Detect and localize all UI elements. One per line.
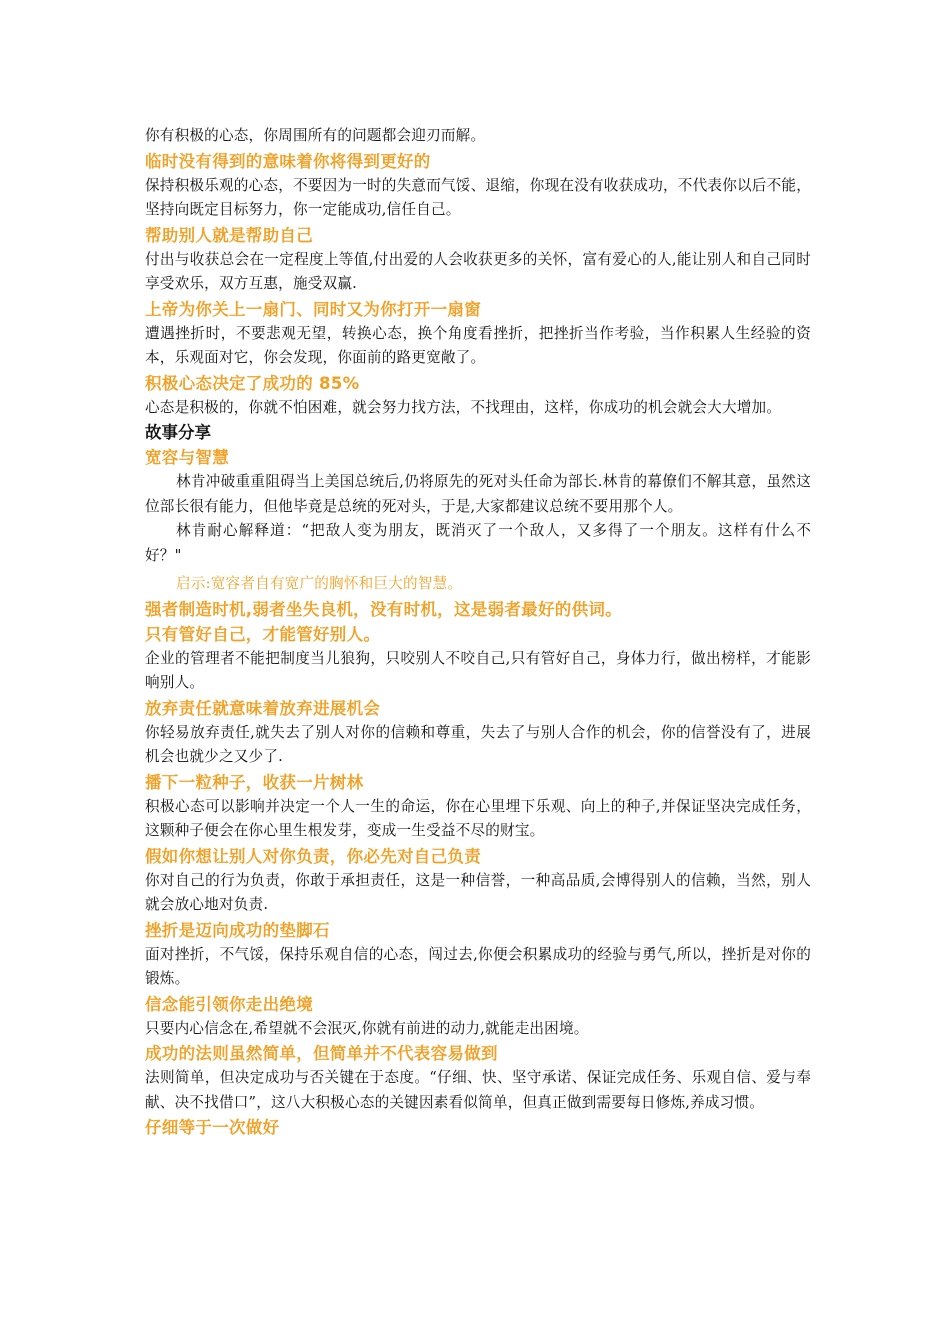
body-paragraph: 只要内心信念在,希望就不会泯灭,你就有前进的动力,就能走出困境。 [145,1019,589,1037]
section-heading: 上帝为你关上一扇门、同时又为你打开一扇窗 [145,299,481,319]
section-heading: 成功的法则虽然简单，但简单并不代表容易做到 [145,1044,498,1063]
section-heading: 宽容与智慧 [145,448,229,467]
body-paragraph: 你轻易放弃责任,就失去了别人对你的信赖和尊重，失去了与别人合作的机会，你的信誉没有了，进展机会也就少之又少了. [145,723,811,765]
body-paragraph: 面对挫折，不气馁，保持乐观自信的心态，闯过去,你便会积累成功的经验与勇气,所以，挫折是对你的锻炼。 [145,945,811,987]
section-heading: 帮助别人就是帮助自己 [145,225,313,245]
section-heading: 信念能引领你走出绝境 [145,994,313,1014]
body-paragraph: 法则简单，但决定成功与否关键在于态度。“仔细、快、坚守承诺、保证完成任务、乐观自信、爱与奉献、决不找借口”，这八大积极心态的关键因素看似简单，但真正做到需要每日修炼,养成习惯。 [145,1069,811,1111]
document-body [145,124,811,1140]
body-paragraph: 企业的管理者不能把制度当儿狼狗，只咬别人不咬自己,只有管好自己，身体力行，做出榜样，才能影响别人。 [145,649,811,691]
story-moral: 启示:宽容者自有宽广的胸怀和巨大的智慧。 [176,575,463,592]
section-heading: 假如你想让别人对你负责，你必先对自己负责 [145,846,481,866]
section-heading: 播下一粒种子，收获一片树林 [145,772,364,792]
section-heading: 只有管好自己，才能管好别人。 [145,624,381,644]
story-paragraph: 林肯耐心解释道：“把敌人变为朋友，既消灭了一个敌人，又多得了一个朋友。这样有什么不好？" [145,522,811,564]
section-heading: 强者制造时机,弱者坐失良机，没有时机，这是弱者最好的供词。 [145,599,622,619]
section-heading: 积极心态决定了成功的 85% [145,373,360,393]
section-heading: 仔细等于一次做好 [145,1118,280,1137]
body-paragraph: 保持积极乐观的心态，不要因为一时的失意而气馁、退缩，你现在没有收获成功，不代表你以后不能，坚持向既定目标努力，你一定能成功,信任自己。 [145,176,811,218]
body-paragraph: 你有积极的心态，你周围所有的问题都会迎刃而解。 [145,127,486,144]
section-heading: 临时没有得到的意味着你将得到更好的 [145,151,431,171]
body-paragraph: 付出与收获总会在一定程度上等值,付出爱的人会收获更多的关怀，富有爱心的人,能让别人和自己同时享受欢乐，双方互惠，施受双赢. [145,250,811,292]
body-paragraph: 你对自己的行为负责，你敢于承担责任，这是一种信誉，一种高品质,会博得别人的信赖，当然，别人就会放心地对负责. [145,871,811,913]
section-heading: 挫折是迈向成功的垫脚石 [145,920,330,940]
section-title: 故事分享 [145,423,211,442]
body-paragraph: 心态是积极的，你就不怕困难，就会努力找方法，不找理由，这样，你成功的机会就会大大增加。 [145,398,782,416]
body-paragraph: 积极心态可以影响并决定一个人一生的命运，你在心里埋下乐观、向上的种子,并保证坚决完成任务，这颗种子便会在你心里生根发芽，变成一生受益不尽的财宝。 [145,797,811,839]
story-paragraph: 林肯冲破重重阻碍当上美国总统后,仍将原先的死对头任命为部长.林肯的幕僚们不解其意，虽然这位部长很有能力，但他毕竟是总统的死对头，于是,大家都建议总统不要用那个人。 [145,473,811,515]
section-heading: 放弃责任就意味着放弃进展机会 [145,698,381,718]
body-paragraph: 遭遇挫折时，不要悲观无望，转换心态，换个角度看挫折，把挫折当作考验，当作积累人生经验的资本，乐观面对它，你会发现，你面前的路更宽敞了。 [145,324,811,366]
